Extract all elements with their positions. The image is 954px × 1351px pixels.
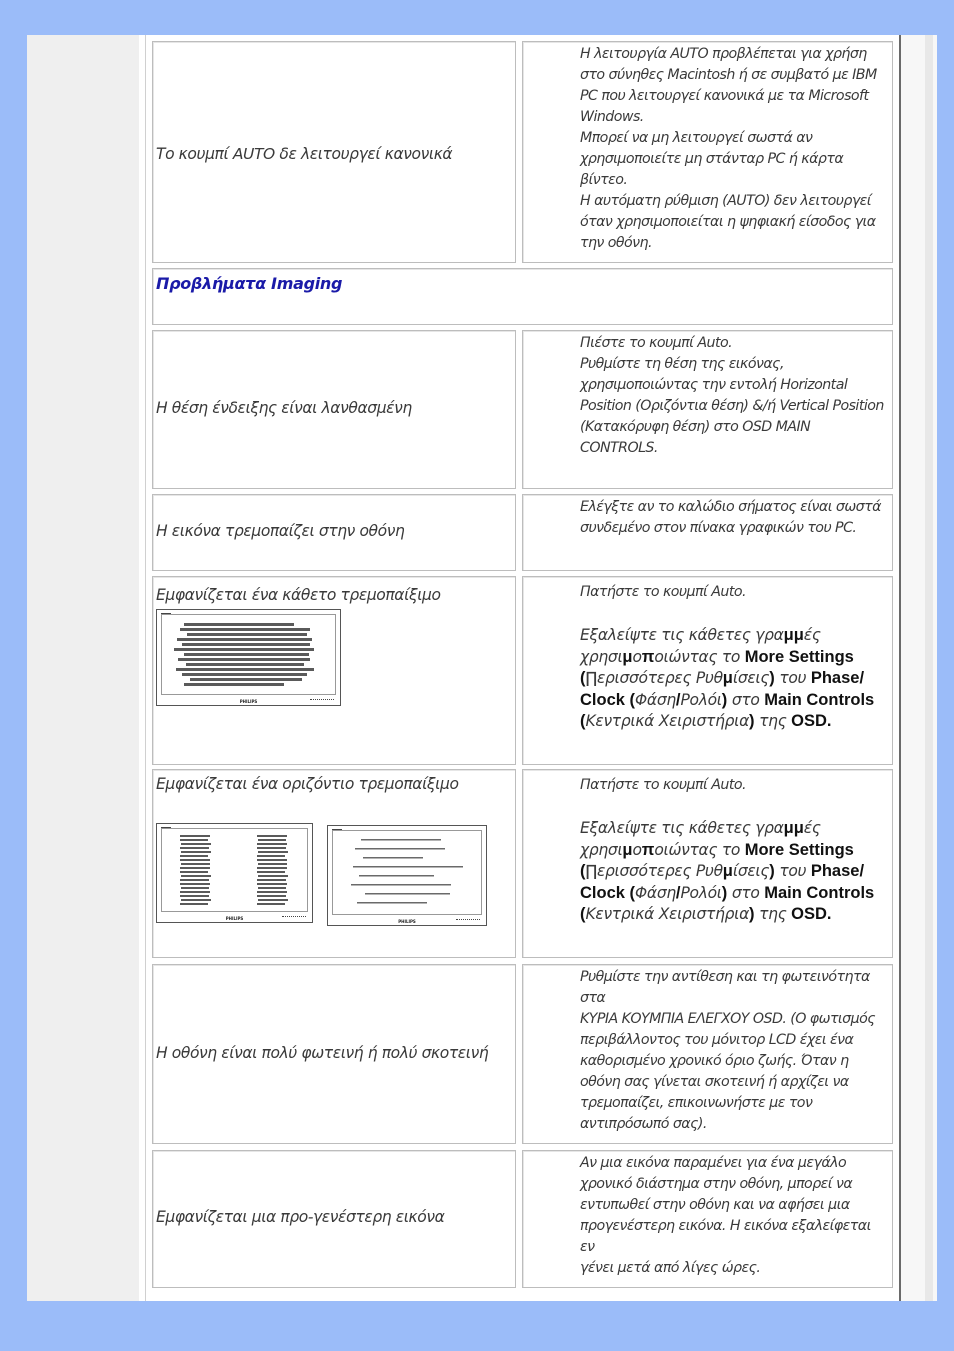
problem-text: Εμφανίζεται μια προ-γενέστερη εικόνα <box>156 1208 445 1226</box>
solution-cell <box>522 1150 893 1288</box>
solution-line: χρονικό διάστημα στην οθόνη, μπορεί να <box>580 1176 853 1192</box>
solution-text <box>580 967 886 1135</box>
solution-line: Εξαλείψτε τις κάθετες γραμμές <box>580 626 821 644</box>
solution-line: όταν χρησιμοποιείται η ψηφιακή είσοδος για <box>580 214 876 230</box>
problem-text: Η θέση ένδειξης είναι λανθασμένη <box>156 399 412 417</box>
solution-line: PC που λειτουργεί κανονικά με τα Microsoft <box>580 88 869 104</box>
solution-line: CONTROLS. <box>580 440 658 456</box>
solution-line: εντυπωθεί στην οθόνη και να αφήσει μια <box>580 1197 850 1213</box>
monitor-controls <box>456 919 480 923</box>
horizontal-flicker-illustration-2 <box>327 825 487 926</box>
solution-line: Μπορεί να μη λειτουργεί σωστά αν <box>580 130 813 146</box>
monitor-controls <box>282 916 306 920</box>
solution-line: Clock (Φάση/Ρολόι) στο Main Controls <box>580 690 875 709</box>
solution-line: την οθόνη. <box>580 235 652 251</box>
solution-line: (Κεντρικά Χειριστήρια) της OSD. <box>580 905 832 923</box>
solution-line: γένει μετά από λίγες ώρες. <box>580 1260 761 1276</box>
problem-cell <box>152 1150 516 1288</box>
right-margin <box>901 35 937 1301</box>
solution-cell <box>522 494 893 571</box>
solution-line: στο σύνηθες Macintosh ή σε συμβατό με IBM <box>580 67 877 83</box>
problem-text: Εμφανίζεται ένα οριζόντιο τρεμοπαίξιμο <box>156 775 459 793</box>
left-margin <box>27 35 139 1301</box>
solution-line: περιβάλλοντος του μόνιτορ LCD έχει ένα <box>580 1032 854 1048</box>
monitor-screen <box>161 614 336 695</box>
solution-line: Πατήστε το κουμπί Auto. <box>580 777 746 793</box>
solution-line: Ελέγξτε αν το καλώδιο σήματος είναι σωστά <box>580 499 881 515</box>
solution-line: Ρυθμίστε την αντίθεση και τη φωτεινότητα στα <box>580 969 870 1006</box>
vertical-noise-lines <box>162 615 337 696</box>
solution-cell <box>522 41 893 263</box>
horizontal-lines <box>333 831 483 916</box>
solution-line: Position (Οριζόντια θέση) &/ή Vertical Position <box>580 398 884 414</box>
solution-cell <box>522 964 893 1144</box>
solution-line: Εξαλείψτε τις κάθετες γραμμές <box>580 819 821 837</box>
solution-line: Ρυθμίστε τη θέση της εικόνας, <box>580 356 784 372</box>
problem-cell <box>152 576 516 765</box>
solution-line: Windows. <box>580 109 644 125</box>
page <box>27 35 937 1301</box>
section-title: Προβλήματα Imaging <box>156 274 343 293</box>
solution-line: χρησιμοποιώντας το More Settings <box>580 840 854 859</box>
section-header <box>152 268 893 325</box>
problem-cell <box>152 964 516 1144</box>
problem-text: Εμφανίζεται ένα κάθετο τρεμοπαίξιμο <box>156 586 441 604</box>
solution-text <box>580 497 886 539</box>
problem-text: Η οθόνη είναι πολύ φωτεινή ή πολύ σκοτεινή <box>156 1044 489 1062</box>
problem-cell <box>152 41 516 263</box>
vertical-flicker-illustration <box>156 609 341 706</box>
vertical-bands <box>162 829 309 913</box>
solution-line: Πιέστε το κουμπί Auto. <box>580 335 733 351</box>
problem-cell <box>152 769 516 958</box>
solution-line: Clock (Φάση/Ρολόι) στο Main Controls <box>580 883 875 902</box>
solution-line: προγενέστερη εικόνα. Η εικόνα εξαλείφεται εν <box>580 1218 871 1255</box>
solution-line: (∏ερισσότερες Ρυθμίσεις) του Phase/ <box>580 862 865 880</box>
monitor-screen <box>332 830 482 915</box>
solution-line: (Κεντρικά Χειριστήρια) της OSD. <box>580 712 832 730</box>
solution-line: Η λειτουργία AUTO προβλέπεται για χρήση <box>580 46 867 62</box>
monitor-brand: PHILIPS <box>239 699 258 704</box>
solution-line: Πατήστε το κουμπί Auto. <box>580 584 746 600</box>
solution-line: ΚΥΡΙΑ ΚΟΥΜΠΙΑ ΕΛΕΓΧΟΥ OSD. (Ο φωτισμός <box>580 1011 876 1027</box>
solution-line: συνδεμένο στον πίνακα γραφικών του PC. <box>580 520 857 536</box>
solution-text <box>580 582 886 733</box>
divider <box>145 35 146 1301</box>
problem-cell <box>152 494 516 571</box>
monitor-brand: PHILIPS <box>225 916 244 921</box>
solution-cell <box>522 769 893 958</box>
solution-line: αντιπρόσωπό σας). <box>580 1116 707 1132</box>
solution-text <box>580 1153 886 1279</box>
solution-text <box>580 775 886 926</box>
monitor-screen <box>161 828 308 912</box>
problem-cell <box>152 330 516 489</box>
solution-text <box>580 333 886 459</box>
solution-line: Αν μια εικόνα παραμένει για ένα μεγάλο <box>580 1155 847 1171</box>
solution-line: χρησιμοποιείτε μη στάνταρ PC ή κάρτα βίντεο. <box>580 151 844 188</box>
problem-text: Η εικόνα τρεμοπαίζει στην οθόνη <box>156 522 405 540</box>
solution-cell <box>522 576 893 765</box>
problem-text: Το κουμπί AUTO δε λειτουργεί κανονικά <box>156 145 453 163</box>
solution-cell <box>522 330 893 489</box>
solution-line: τρεμοπαίζει, επικοινωνήστε με τον <box>580 1095 813 1111</box>
solution-text <box>580 44 886 254</box>
solution-line: χρησιμοποιώντας την εντολή Horizontal <box>580 377 848 393</box>
solution-line: Η αυτόματη ρύθμιση (AUTO) δεν λειτουργεί <box>580 193 872 209</box>
horizontal-flicker-illustration-1 <box>156 823 313 923</box>
solution-line: χρησιμοποιώντας το More Settings <box>580 647 854 666</box>
monitor-brand: PHILIPS <box>398 919 416 924</box>
monitor-controls <box>310 699 334 703</box>
solution-line: οθόνη σας γίνεται σκοτεινή ή αρχίζει να <box>580 1074 849 1090</box>
solution-line: (∏ερισσότερες Ρυθμίσεις) του Phase/ <box>580 669 865 687</box>
solution-line: καθορισμένο χρονικό όριο ζωής. Όταν η <box>580 1053 849 1069</box>
solution-line: (Κατακόρυφη θέση) στο OSD MAIN <box>580 419 811 435</box>
